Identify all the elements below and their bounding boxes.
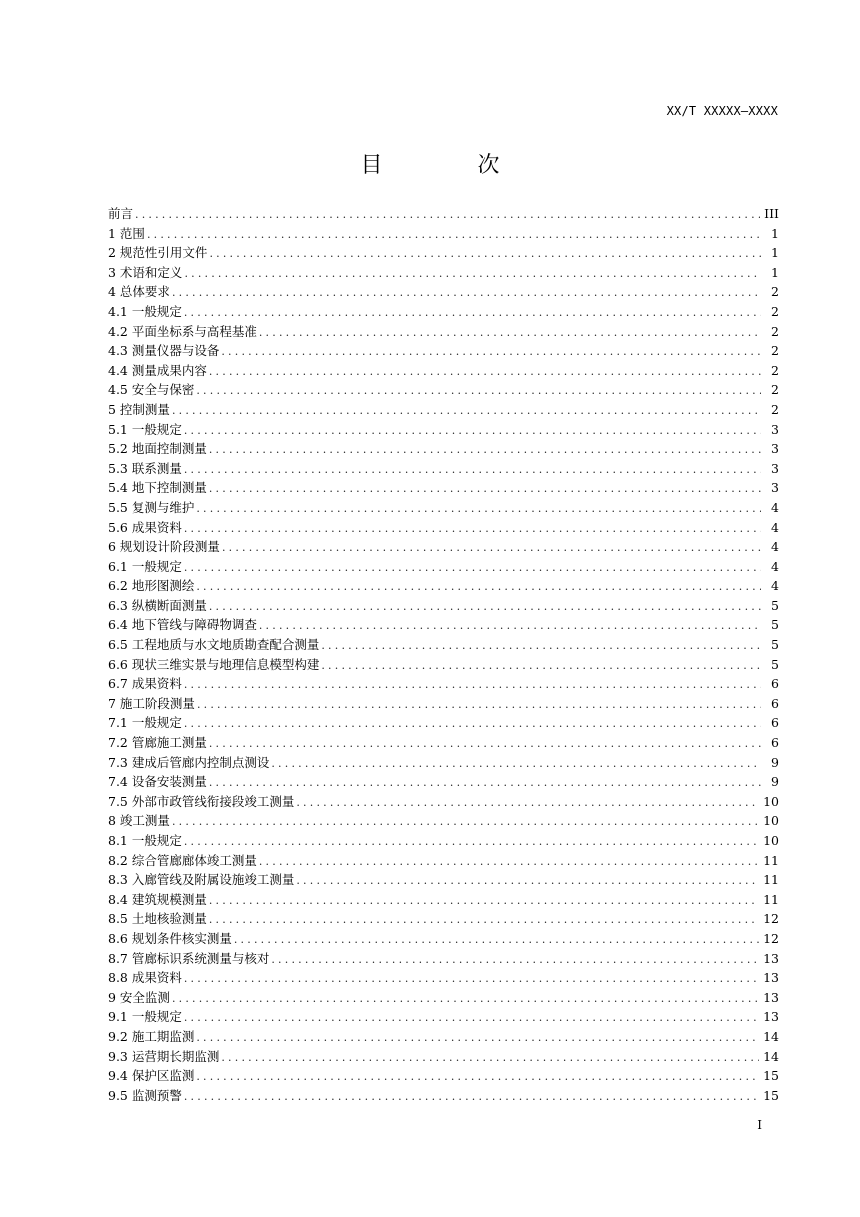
toc-dot-leader xyxy=(222,538,761,557)
toc-entry-page: 3 xyxy=(771,441,779,457)
toc-entry-label: 7.2 管廊施工测量 xyxy=(108,735,207,751)
toc-entry-page: 14 xyxy=(763,1028,779,1044)
toc-entry[interactable] xyxy=(108,263,779,283)
toc-entry-page: 12 xyxy=(763,930,779,946)
toc-dot-leader xyxy=(296,793,759,812)
toc-dot-leader xyxy=(209,891,759,910)
toc-entry-label: 6.1 一般规定 xyxy=(108,558,182,574)
toc-entry-label: 5.6 成果资料 xyxy=(108,519,182,535)
toc-entry-page: 5 xyxy=(771,597,779,613)
toc-entry[interactable] xyxy=(108,459,779,479)
toc-dot-leader xyxy=(184,421,761,440)
toc-entry-label: 6 规划设计阶段测量 xyxy=(108,539,220,555)
toc-entry-label: 7.4 设备安装测量 xyxy=(108,774,207,790)
toc-entry-page: 6 xyxy=(771,676,779,692)
toc-entry-page: 2 xyxy=(771,362,779,378)
toc-dot-leader xyxy=(184,303,761,322)
toc-title: 目 次 xyxy=(360,153,544,178)
toc-dot-leader xyxy=(321,636,761,655)
toc-entry[interactable] xyxy=(108,890,779,910)
toc-entry-label: 6.6 现状三维实景与地理信息模型构建 xyxy=(108,656,320,672)
toc-entry-label: 前言 xyxy=(108,206,134,221)
toc-entry-page: 4 xyxy=(771,519,779,535)
toc-entry-label: 8.7 管廊标识系统测量与核对 xyxy=(108,950,270,966)
toc-entry-label: 4.1 一般规定 xyxy=(108,303,182,319)
toc-entry[interactable] xyxy=(108,518,779,538)
toc-entry-page: 10 xyxy=(763,833,779,848)
toc-dot-leader xyxy=(184,1008,759,1027)
toc-entry-label: 3 术语和定义 xyxy=(108,264,183,280)
toc-entry[interactable] xyxy=(108,968,779,988)
toc-entry-page: 13 xyxy=(763,970,779,986)
toc-dot-leader xyxy=(209,597,761,616)
toc-entry[interactable] xyxy=(108,537,779,557)
toc-dot-leader xyxy=(196,577,761,596)
toc-entry-label: 8.8 成果资料 xyxy=(108,970,182,986)
toc-entry[interactable] xyxy=(108,694,779,714)
toc-entry[interactable] xyxy=(108,400,779,420)
toc-list xyxy=(108,204,779,1105)
toc-dot-leader xyxy=(209,773,761,792)
toc-entry[interactable] xyxy=(108,224,779,244)
toc-entry-page: 2 xyxy=(771,382,779,398)
toc-dot-leader xyxy=(196,1028,759,1047)
toc-dot-leader xyxy=(197,695,761,714)
toc-entry[interactable] xyxy=(108,204,779,224)
toc-entry-page: 13 xyxy=(763,1009,779,1025)
toc-dot-leader xyxy=(184,675,761,694)
toc-entry-label: 7.1 一般规定 xyxy=(108,715,182,731)
toc-entry[interactable] xyxy=(108,811,779,831)
toc-dot-leader xyxy=(209,362,761,381)
page-number: I xyxy=(757,1118,762,1132)
toc-dot-leader xyxy=(184,460,761,479)
toc-entry[interactable] xyxy=(108,420,779,440)
toc-entry-label: 6.3 纵横断面测量 xyxy=(108,597,207,613)
toc-entry-page: III xyxy=(764,206,779,221)
toc-entry-label: 9.4 保护区监测 xyxy=(108,1068,195,1084)
toc-entry[interactable] xyxy=(108,733,779,753)
toc-entry[interactable] xyxy=(108,322,779,342)
toc-entry-label: 4.5 安全与保密 xyxy=(108,382,195,398)
toc-entry-page: 4 xyxy=(771,539,779,555)
toc-entry-page: 6 xyxy=(771,715,779,731)
toc-entry-label: 8.2 综合管廊廊体竣工测量 xyxy=(108,852,257,868)
toc-dot-leader xyxy=(172,812,759,831)
toc-entry-page: 5 xyxy=(771,656,779,672)
toc-entry-page: 3 xyxy=(771,421,779,437)
toc-entry-label: 9.1 一般规定 xyxy=(108,1009,182,1025)
toc-entry[interactable] xyxy=(108,870,779,890)
toc-entry-label: 1 范围 xyxy=(108,225,145,241)
toc-entry-page: 9 xyxy=(771,754,779,770)
toc-entry-page: 2 xyxy=(771,343,779,359)
toc-entry[interactable] xyxy=(108,792,779,812)
toc-entry[interactable] xyxy=(108,478,779,498)
toc-entry-page: 10 xyxy=(763,793,779,809)
toc-entry-page: 13 xyxy=(763,950,779,966)
toc-entry[interactable] xyxy=(108,341,779,361)
toc-entry-page: 3 xyxy=(771,480,779,496)
toc-dot-leader xyxy=(259,852,759,871)
toc-entry-page: 15 xyxy=(763,1068,779,1084)
toc-entry[interactable] xyxy=(108,713,779,733)
toc-entry-page: 2 xyxy=(771,401,779,417)
toc-entry[interactable] xyxy=(108,1027,779,1047)
toc-entry-label: 5.4 地下控制测量 xyxy=(108,480,207,496)
toc-entry[interactable] xyxy=(108,1047,779,1067)
toc-entry[interactable] xyxy=(108,909,779,929)
toc-entry-page: 6 xyxy=(771,695,779,711)
toc-entry[interactable] xyxy=(108,302,779,322)
toc-entry-label: 9 安全监测 xyxy=(108,989,170,1005)
toc-entry[interactable] xyxy=(108,635,779,655)
toc-entry-label: 5.1 一般规定 xyxy=(108,421,182,437)
toc-dot-leader xyxy=(172,989,759,1008)
toc-dot-leader xyxy=(172,283,761,302)
toc-entry-label: 6.5 工程地质与水文地质勘查配合测量 xyxy=(108,637,320,653)
toc-entry-page: 10 xyxy=(763,813,779,829)
toc-entry[interactable] xyxy=(108,1066,779,1086)
toc-entry-page: 13 xyxy=(763,989,779,1005)
toc-entry-page: 4 xyxy=(771,578,779,594)
toc-dot-leader xyxy=(209,734,761,753)
toc-dot-leader xyxy=(209,440,761,459)
toc-entry-page: 9 xyxy=(771,774,779,790)
toc-entry-page: 2 xyxy=(771,284,779,300)
toc-entry[interactable] xyxy=(108,361,779,381)
toc-entry[interactable] xyxy=(108,557,779,577)
toc-entry-page: 2 xyxy=(771,303,779,319)
toc-entry-label: 8.1 一般规定 xyxy=(108,833,182,848)
toc-entry-page: 4 xyxy=(771,499,779,515)
toc-entry[interactable] xyxy=(108,949,779,969)
toc-entry-label: 5.3 联系测量 xyxy=(108,460,182,476)
toc-dot-leader xyxy=(209,910,759,929)
toc-entry-label: 4.3 测量仪器与设备 xyxy=(108,343,220,359)
toc-entry[interactable] xyxy=(108,243,779,263)
toc-dot-leader xyxy=(184,519,761,538)
toc-entry-page: 11 xyxy=(763,852,779,868)
toc-entry[interactable] xyxy=(108,674,779,694)
toc-entry-page: 1 xyxy=(771,245,779,261)
toc-dot-leader xyxy=(196,499,761,518)
document-code: XX/T XXXXX—XXXX xyxy=(666,104,778,118)
toc-dot-leader xyxy=(196,1067,759,1086)
toc-dot-leader xyxy=(296,871,759,890)
toc-entry-label: 7.3 建成后管廊内控制点测设 xyxy=(108,754,270,770)
toc-dot-leader xyxy=(172,401,761,420)
toc-dot-leader xyxy=(209,479,761,498)
toc-entry-page: 11 xyxy=(763,872,779,888)
toc-entry-label: 8.3 入廊管线及附属设施竣工测量 xyxy=(108,872,295,888)
toc-entry[interactable] xyxy=(108,439,779,459)
toc-entry-label: 4.2 平面坐标系与高程基准 xyxy=(108,323,257,339)
toc-entry-page: 1 xyxy=(771,264,779,280)
toc-dot-leader xyxy=(184,264,761,283)
toc-entry-page: 2 xyxy=(771,323,779,339)
toc-dot-leader xyxy=(184,714,761,733)
toc-entry[interactable] xyxy=(108,576,779,596)
toc-entry-label: 6.4 地下管线与障碍物调查 xyxy=(108,617,257,633)
toc-dot-leader xyxy=(209,244,761,263)
toc-entry-label: 9.2 施工期监测 xyxy=(108,1028,195,1044)
toc-entry-label: 6.2 地形图测绘 xyxy=(108,578,195,594)
toc-entry-page: 3 xyxy=(771,460,779,476)
toc-entry-page: 12 xyxy=(763,911,779,927)
toc-entry[interactable] xyxy=(108,655,779,675)
toc-entry-page: 15 xyxy=(763,1087,779,1103)
toc-entry[interactable] xyxy=(108,753,779,773)
toc-entry[interactable] xyxy=(108,596,779,616)
toc-entry-label: 2 规范性引用文件 xyxy=(108,245,208,261)
toc-entry[interactable] xyxy=(108,615,779,635)
toc-entry-page: 5 xyxy=(771,617,779,633)
toc-entry-label: 4 总体要求 xyxy=(108,284,170,300)
toc-dot-leader xyxy=(184,832,759,851)
toc-entry[interactable] xyxy=(108,1086,779,1106)
toc-entry-label: 8 竣工测量 xyxy=(108,813,170,829)
toc-entry-label: 8.5 土地核验测量 xyxy=(108,911,207,927)
toc-entry-label: 6.7 成果资料 xyxy=(108,676,182,692)
toc-dot-leader xyxy=(321,656,761,675)
toc-entry-label: 8.4 建筑规模测量 xyxy=(108,891,207,907)
toc-dot-leader xyxy=(271,950,759,969)
toc-dot-leader xyxy=(184,1087,759,1106)
toc-entry-label: 4.4 测量成果内容 xyxy=(108,362,207,378)
toc-entry-page: 6 xyxy=(771,735,779,751)
toc-dot-leader xyxy=(221,1048,759,1067)
toc-entry[interactable] xyxy=(108,772,779,792)
toc-dot-leader xyxy=(221,342,761,361)
toc-entry-page: 5 xyxy=(771,637,779,653)
toc-dot-leader xyxy=(259,616,761,635)
toc-entry-label: 5.5 复测与维护 xyxy=(108,499,195,515)
toc-entry[interactable] xyxy=(108,1007,779,1027)
toc-dot-leader xyxy=(147,225,761,244)
toc-dot-leader xyxy=(196,381,761,400)
toc-dot-leader xyxy=(271,754,761,773)
toc-entry[interactable] xyxy=(108,380,779,400)
toc-entry-page: 1 xyxy=(771,225,779,241)
toc-dot-leader xyxy=(184,558,761,577)
toc-entry-label: 5 控制测量 xyxy=(108,401,170,417)
toc-entry-label: 5.2 地面控制测量 xyxy=(108,441,207,457)
toc-entry[interactable] xyxy=(108,988,779,1008)
toc-entry[interactable] xyxy=(108,282,779,302)
toc-entry-label: 8.6 规划条件核实测量 xyxy=(108,930,232,946)
toc-entry[interactable] xyxy=(108,929,779,949)
toc-entry-label: 7 施工阶段测量 xyxy=(108,695,195,711)
toc-entry-label: 9.3 运营期长期监测 xyxy=(108,1048,220,1064)
toc-dot-leader xyxy=(135,205,760,224)
toc-entry-label: 9.5 监测预警 xyxy=(108,1087,182,1103)
toc-dot-leader xyxy=(259,323,761,342)
toc-entry[interactable] xyxy=(108,498,779,518)
toc-entry-page: 14 xyxy=(763,1048,779,1064)
toc-entry-page: 4 xyxy=(771,558,779,574)
toc-entry-label: 7.5 外部市政管线衔接段竣工测量 xyxy=(108,793,295,809)
toc-entry-page: 11 xyxy=(763,891,779,907)
toc-dot-leader xyxy=(234,930,759,949)
toc-entry[interactable] xyxy=(108,851,779,871)
toc-entry[interactable] xyxy=(108,831,779,851)
toc-dot-leader xyxy=(184,969,759,988)
